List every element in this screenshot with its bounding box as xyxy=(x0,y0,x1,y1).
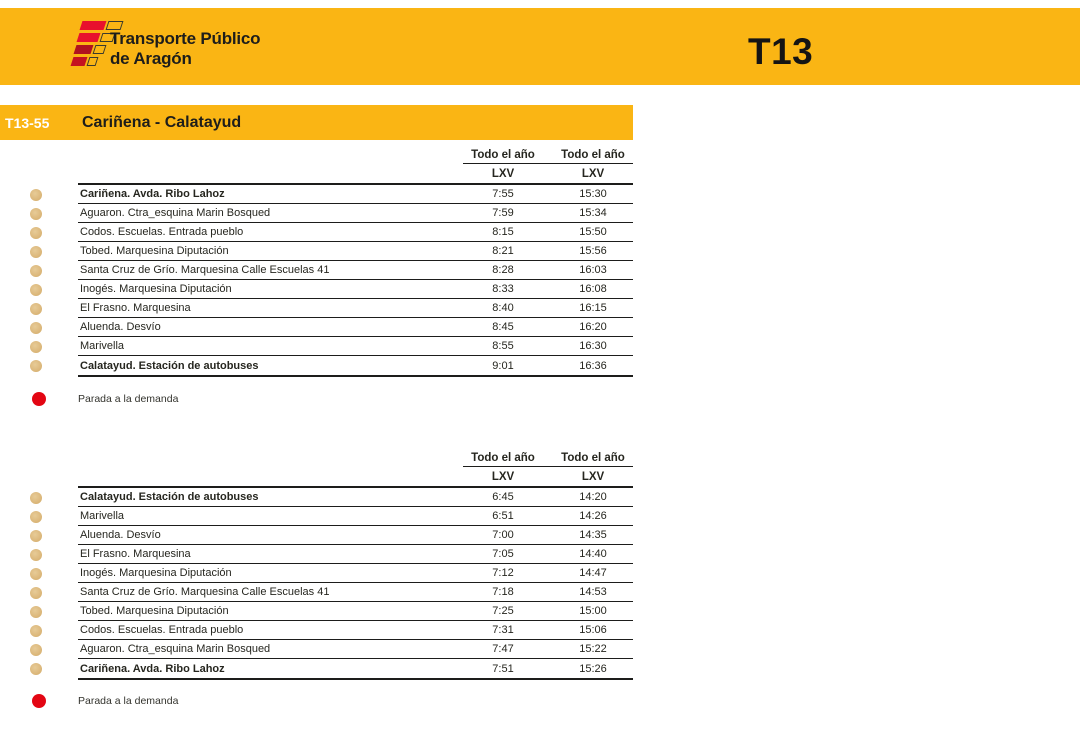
route-code: T13-55 xyxy=(5,114,50,131)
table-row xyxy=(78,545,633,564)
time-cell: 14:26 xyxy=(579,510,607,522)
time-cell: 7:25 xyxy=(492,605,514,617)
stop-dot xyxy=(30,549,42,561)
stop-name: Santa Cruz de Grío. Marquesina Calle Escuelas 41 xyxy=(80,264,330,276)
stop-name: Aguaron. Ctra_esquina Marin Bosqued xyxy=(80,207,271,219)
stop-name: Santa Cruz de Grío. Marquesina Calle Escuelas 41 xyxy=(80,586,330,598)
stop-name: Codos. Escuelas. Entrada pueblo xyxy=(80,226,244,238)
stop-name: Tobed. Marquesina Diputación xyxy=(80,605,229,617)
season-header-row xyxy=(78,449,633,467)
days-header: LXV xyxy=(491,167,515,180)
table-row xyxy=(78,564,633,583)
days-header: LXV xyxy=(581,470,605,483)
time-cell: 14:53 xyxy=(579,586,607,598)
time-cell: 8:21 xyxy=(492,245,514,257)
stop-name: Calatayud. Estación de autobuses xyxy=(80,491,259,503)
stop-dot xyxy=(30,360,42,372)
time-cell: 7:47 xyxy=(492,643,514,655)
season-header: Todo el año xyxy=(561,452,625,464)
stop-dot-column-outbound xyxy=(30,185,44,375)
table-row xyxy=(78,318,633,337)
days-header-row xyxy=(78,467,633,486)
table-row xyxy=(78,356,633,375)
table-row xyxy=(78,204,633,223)
time-cell: 14:35 xyxy=(579,529,607,541)
stop-dot xyxy=(30,587,42,599)
table-row xyxy=(78,640,633,659)
time-cell: 6:51 xyxy=(492,510,514,522)
time-cell: 7:05 xyxy=(492,548,514,560)
time-cell: 15:30 xyxy=(579,188,607,200)
time-cell: 7:18 xyxy=(492,586,514,598)
season-header: Todo el año xyxy=(471,149,535,161)
stop-dot xyxy=(30,530,42,542)
stop-dot xyxy=(30,663,42,675)
time-cell: 16:15 xyxy=(579,302,607,314)
stop-name: El Frasno. Marquesina xyxy=(80,302,191,314)
time-cell: 14:47 xyxy=(579,567,607,579)
time-cell: 8:40 xyxy=(492,302,514,314)
time-cell: 7:00 xyxy=(492,529,514,541)
timetable-return xyxy=(78,449,633,680)
stop-dot xyxy=(30,644,42,656)
time-cell: 15:34 xyxy=(579,207,607,219)
time-cell: 16:03 xyxy=(579,264,607,276)
demand-stop-icon xyxy=(32,694,46,708)
table-row xyxy=(78,280,633,299)
time-cell: 15:22 xyxy=(579,643,607,655)
time-cell: 15:26 xyxy=(579,662,607,675)
stop-name: Cariñena. Avda. Ribo Lahoz xyxy=(80,188,225,200)
demand-legend xyxy=(32,694,178,708)
time-cell: 8:45 xyxy=(492,321,514,333)
table-row xyxy=(78,337,633,356)
stop-name: Inogés. Marquesina Diputación xyxy=(80,567,232,579)
table-row xyxy=(78,261,633,280)
timetable-body xyxy=(78,183,633,377)
stop-dot xyxy=(30,284,42,296)
time-cell: 16:30 xyxy=(579,340,607,352)
time-cell: 7:59 xyxy=(492,207,514,219)
stop-dot xyxy=(30,322,42,334)
days-header-row xyxy=(78,164,633,183)
table-row xyxy=(78,659,633,678)
time-cell: 8:28 xyxy=(492,264,514,276)
demand-legend-label: Parada a la demanda xyxy=(78,393,179,405)
stop-dot xyxy=(30,606,42,618)
season-header-row xyxy=(78,146,633,164)
time-cell: 7:31 xyxy=(492,624,514,636)
table-row xyxy=(78,299,633,318)
days-header: LXV xyxy=(491,470,515,483)
demand-legend xyxy=(32,392,178,406)
stop-dot xyxy=(30,492,42,504)
time-cell: 14:40 xyxy=(579,548,607,560)
table-row xyxy=(78,621,633,640)
header-banner xyxy=(0,8,1080,85)
days-header: LXV xyxy=(581,167,605,180)
time-cell: 15:06 xyxy=(579,624,607,636)
line-code: T13 xyxy=(748,31,814,72)
time-cell: 16:20 xyxy=(579,321,607,333)
stop-name: Aguaron. Ctra_esquina Marin Bosqued xyxy=(80,643,271,655)
stop-name: Marivella xyxy=(80,340,125,352)
time-cell: 8:33 xyxy=(492,283,514,295)
stop-dot xyxy=(30,511,42,523)
stop-name: Cariñena. Avda. Ribo Lahoz xyxy=(80,662,225,675)
table-row xyxy=(78,583,633,602)
stop-dot xyxy=(30,208,42,220)
stop-name: Marivella xyxy=(80,510,125,522)
stop-name: Aluenda. Desvío xyxy=(80,321,161,333)
route-bar xyxy=(0,105,633,140)
time-cell: 7:12 xyxy=(492,567,514,579)
time-cell: 15:00 xyxy=(579,605,607,617)
demand-stop-icon xyxy=(32,392,46,406)
timetable-body xyxy=(78,486,633,680)
stop-dot xyxy=(30,246,42,258)
stop-dot xyxy=(30,265,42,277)
time-cell: 8:55 xyxy=(492,340,514,352)
stop-dot-column-return xyxy=(30,488,44,678)
table-row xyxy=(78,602,633,621)
route-name: Cariñena - Calatayud xyxy=(82,113,242,131)
table-row xyxy=(78,185,633,204)
time-cell: 7:55 xyxy=(492,188,514,200)
time-cell: 15:50 xyxy=(579,226,607,238)
stop-dot xyxy=(30,189,42,201)
stop-name: El Frasno. Marquesina xyxy=(80,548,191,560)
stop-dot xyxy=(30,568,42,580)
stop-dot xyxy=(30,625,42,637)
time-cell: 6:45 xyxy=(492,491,514,503)
time-cell: 7:51 xyxy=(492,662,514,675)
stop-dot xyxy=(30,303,42,315)
season-header: Todo el año xyxy=(561,149,625,161)
stop-dot xyxy=(30,341,42,353)
stop-name: Calatayud. Estación de autobuses xyxy=(80,359,259,372)
stop-name: Aluenda. Desvío xyxy=(80,529,161,541)
time-cell: 16:36 xyxy=(579,359,607,372)
time-cell: 8:15 xyxy=(492,226,514,238)
table-row xyxy=(78,242,633,261)
time-cell: 16:08 xyxy=(579,283,607,295)
table-row xyxy=(78,488,633,507)
stop-name: Inogés. Marquesina Diputación xyxy=(80,283,232,295)
time-cell: 15:56 xyxy=(579,245,607,257)
timetable-outbound xyxy=(78,146,633,377)
time-cell: 9:01 xyxy=(492,359,514,372)
stop-name: Tobed. Marquesina Diputación xyxy=(80,245,229,257)
demand-legend-label: Parada a la demanda xyxy=(78,695,179,707)
time-cell: 14:20 xyxy=(579,491,607,503)
stop-dot xyxy=(30,227,42,239)
stop-name: Codos. Escuelas. Entrada pueblo xyxy=(80,624,244,636)
table-row xyxy=(78,223,633,242)
table-row xyxy=(78,526,633,545)
brand-line1: Transporte Público xyxy=(110,29,261,48)
brand-line2: de Aragón xyxy=(110,49,192,68)
table-row xyxy=(78,507,633,526)
season-header: Todo el año xyxy=(471,452,535,464)
brand-title xyxy=(110,29,260,69)
